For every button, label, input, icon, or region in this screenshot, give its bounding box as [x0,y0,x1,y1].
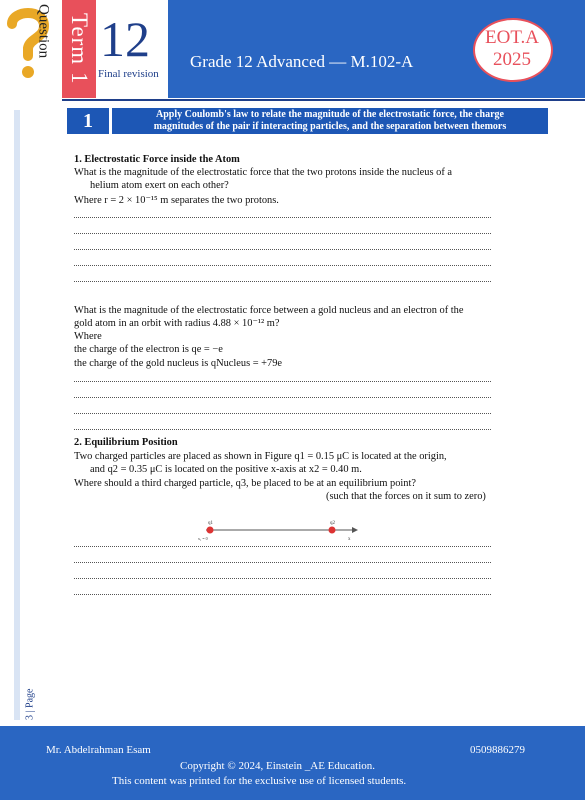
answer-line[interactable] [74,428,491,430]
figure-q1-label: q1 [208,521,213,526]
objective-line-1: Apply Coulomb's law to relate the magnitude of the electrostatic force, the charge [156,109,504,120]
answer-line[interactable] [74,380,491,382]
grade-number: 12 [100,11,150,67]
section-2-line: Where should a third charged particle, q3, be placed to be at an equilibrium point? [74,478,417,489]
figure-origin-label: x₁ = 0 [198,536,208,541]
objective-text [112,108,548,134]
question-2-line: the charge of the electron is qe = −e [74,344,223,355]
section-2-heading: 2. Equilibrium Position [74,437,178,448]
question-1-line: What is the magnitude of the electrostatic force that the two protons inside the nucleus of a [74,167,452,178]
phone-number: 0509886279 [470,744,525,756]
section-1-heading: 1. Electrostatic Force inside the Atom [74,154,240,165]
exam-year: 2025 [493,49,531,70]
final-revision-label: Final revision [98,68,159,80]
page-number: 3 | Page [24,688,36,720]
section-2-line: and q2 = 0.35 μC is located on the positive x-axis at x2 = 0.40 m. [90,464,362,475]
charge-figure [198,516,358,546]
license-notice: This content was printed for the exclusive use of licensed students. [112,775,407,787]
question-2-line: the charge of the gold nucleus is qNucleus = +79e [74,358,283,369]
figure-q2-label: q2 [330,521,335,526]
term-label: Term 1 [67,13,92,85]
figure-x-label: x [348,537,351,542]
answer-line[interactable] [74,232,491,234]
copyright-text: Copyright © 2024, Einstein _AE Education. [180,760,376,772]
question-1-line: Where r = 2 × 10⁻¹⁵ m separates the two protons. [74,195,279,206]
question-label: Question [35,4,52,59]
question-2-line: Where [74,331,102,342]
objective-number: 1 [67,108,109,134]
answer-line[interactable] [74,561,491,563]
objective-line-2: magnitudes of the pair if interacting particles, and the separation between themors [153,121,507,132]
question-1-line: helium atom exert on each other? [90,180,229,191]
header-divider [62,99,585,101]
answer-line[interactable] [74,248,491,250]
answer-line[interactable] [74,216,491,218]
answer-line[interactable] [74,593,491,595]
answer-line[interactable] [74,264,491,266]
answer-line[interactable] [74,577,491,579]
section-2-line: Two charged particles are placed as shown in Figure q1 = 0.15 μC is located at the origin, [74,451,447,462]
answer-line[interactable] [74,396,491,398]
answer-line[interactable] [74,280,491,282]
author-name: Mr. Abdelrahman Esam [46,744,151,756]
answer-line[interactable] [74,412,491,414]
course-title: Grade 12 Advanced — M.102-A [190,52,414,71]
question-2-line: gold atom in an orbit with radius 4.88 × 10⁻¹² m? [74,318,280,329]
margin-stripe [14,110,20,720]
question-2-line: What is the magnitude of the electrostatic force between a gold nucleus and an electron of the [74,305,464,316]
exam-code: EOT.A [485,27,539,48]
section-2-line: (such that the forces on it sum to zero) [326,491,486,502]
answer-line[interactable] [74,545,491,547]
